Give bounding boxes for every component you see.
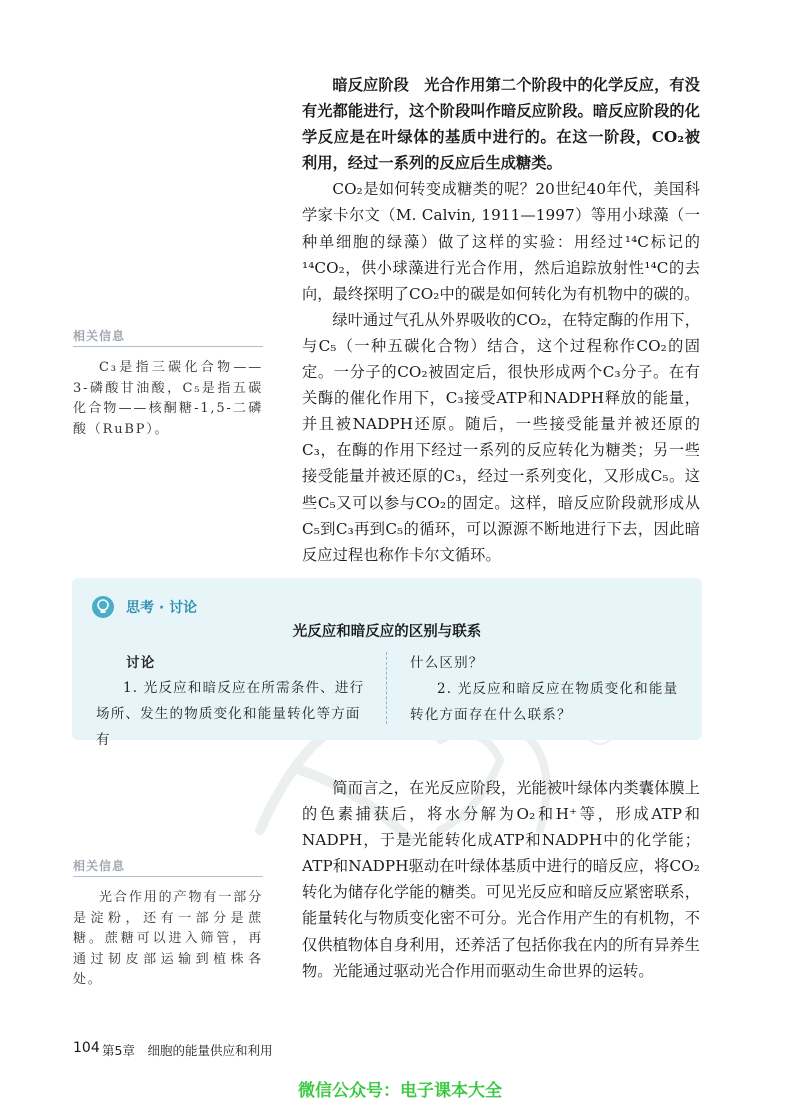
think-discuss-heading: 光反应和暗反应的区别与联系 xyxy=(292,624,482,640)
paragraph-calvin-experiment: CO₂是如何转变成糖类的呢？20世纪40年代，美国科学家卡尔文（M. Calvin, 1911—1997）等用小球藻（一种单细胞的绿藻）做了这样的实验：用经过¹⁴C标记的¹⁴CO₂，供小球藻进行光合作用，然后追踪放射性¹⁴C的去向，最终探明了CO₂中的碳是如何转化为有机物中的碳的。 xyxy=(302,180,700,303)
paragraph-calvin-cycle: 绿叶通过气孔从外界吸收的CO₂，在特定酶的作用下，与C₅（一种五碳化合物）结合，这个过程称作CO₂的固定。一分子的CO₂被固定后，很快形成两个C₃分子。在有关酶的催化作用下，C₃接受ATP和NADPH释放的能量，并且被NADPH还原。随后，一些接受能量并被还原的C₃，在酶的作用下经过一系列的反应转化为糖类；另一些接受能量并被还原的C₃，经过一系列变化，又形成C₅。这些C₅又可以参与CO₂的固定。这样，暗反应阶段就形成从C₅到C₃再到C₅的循环，可以源源不断地进行下去，因此暗反应过程也称作卡尔文循环。 xyxy=(302,310,700,564)
sidebar-label: 相关信息 xyxy=(73,859,126,873)
sidebar-divider xyxy=(73,346,263,347)
discuss-label: 讨论 xyxy=(126,655,156,671)
page-number: 104 xyxy=(73,1040,100,1056)
paragraph-dark-reaction-intro: 暗反应阶段 光合作用第二个阶段中的化学反应，有没有光都能进行，这个阶段叫作暗反应阶段。暗反应阶段的化学反应是在叶绿体的基质中进行的。在这一阶段，CO₂被利用，经过一系列的反应后生成糖类。 xyxy=(302,76,700,173)
sidebar-label: 相关信息 xyxy=(73,329,126,343)
chapter-title: 第5章 细胞的能量供应和利用 xyxy=(102,1043,273,1058)
think-discuss-title: 思考 · 讨论 xyxy=(126,600,198,616)
paragraph-summary: 简而言之，在光反应阶段，光能被叶绿体内类囊体膜上的色素捕获后，将水分解为O₂和H⁺等，形成ATP和NADPH，于是光能转化成ATP和NADPH中的化学能；ATP和NADPH驱动在叶绿体基质中进行的暗反应，将CO₂转化为储存化学能的糖类。可见光反应和暗反应紧密联系，能量转化与物质变化密不可分。光合作用产生的有机物，不仅供植物体自身利用，还养活了包括你我在内的所有异养生物。光能通过驱动光合作用而驱动生命世界的运转。 xyxy=(302,779,700,980)
sidebar-info-c3-c5: C₃是指三碳化合物——3-磷酸甘油酸，C₅是指五碳化合物——核酮糖-1,5-二磷酸（RuBP）。 xyxy=(73,360,263,437)
discuss-question-1: 1. 光反应和暗反应在所需条件、进行场所、发生的物质变化和能量转化等方面有 xyxy=(96,680,365,748)
sidebar-divider xyxy=(73,876,263,877)
sidebar-info-products: 光合作用的产物有一部分是淀粉，还有一部分是蔗糖。蔗糖可以进入筛管，再通过韧皮部运输到植株各处。 xyxy=(73,890,263,987)
main-text-top xyxy=(302,72,700,568)
discuss-question-2: 什么区别？ 2. 光反应和暗反应在物质变化和能量转化方面存在什么联系？ xyxy=(410,655,679,723)
main-text-bottom xyxy=(302,775,700,984)
column-divider xyxy=(386,652,387,724)
wechat-banner: 微信公众号：电子课本大全 xyxy=(298,1081,502,1101)
lightbulb-icon xyxy=(92,596,114,618)
